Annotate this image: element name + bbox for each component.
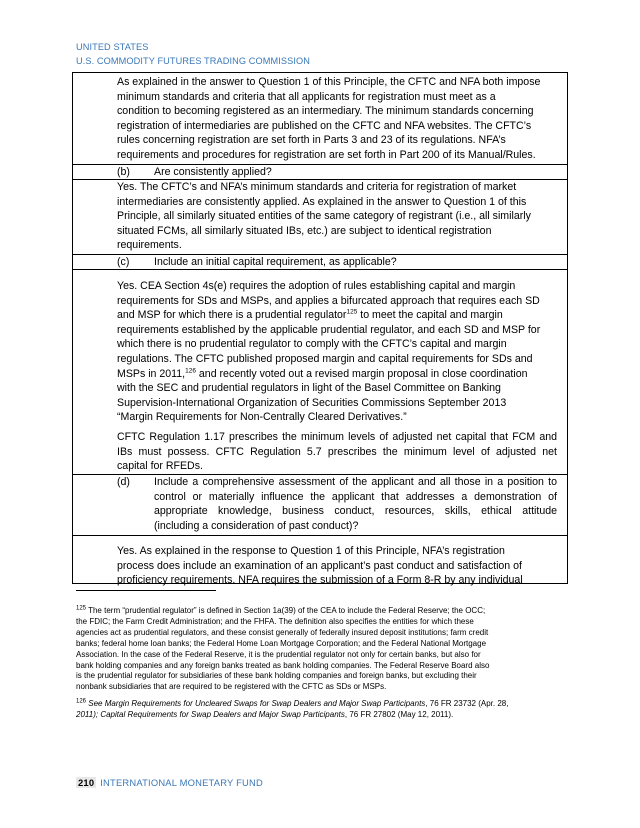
text-line: (including a consideration of past conduct)?: [154, 519, 359, 532]
text-line: [117, 367, 557, 382]
text-line: minimum standards and criteria that all applicants for registration must meet as a: [117, 90, 496, 103]
table-rule: [73, 583, 567, 584]
text-line: “Margin Requirements for Non-Centrally Cleared Derivatives.”: [117, 411, 407, 424]
text-line: Yes. The CFTC’s and NFA’s minimum standards and criteria for registration of market: [117, 181, 517, 193]
text-line: rules concerning registration are set forth in Parts 3 and 23 of its regulations. NFA’s: [117, 134, 506, 147]
text-line: CFTC Regulation 1.17 prescribes the minimum levels of adjusted net capital that FCM and: [117, 431, 557, 443]
table-rule: [73, 164, 567, 165]
footnote-ref-126[interactable]: 126: [185, 367, 196, 375]
text-line: requirements for SDs and MSPs, and applies a bifurcated approach that requires each SD: [117, 294, 540, 307]
text-line: bank holding companies and any foreign banks treated as bank holding companies. The Federal Reserve Board also: [76, 660, 490, 670]
text-line: Yes. As explained in the response to Question 1 of this Principle, NFA’s registration: [117, 545, 505, 557]
question-d-text: [154, 475, 557, 533]
text-line: agencies act as prudential regulators, and these consist generally of federally insured deposit institutions; farm credit: [76, 627, 489, 637]
text-run: The term “prudential regulator” is defined in Section 1a(39) of the CEA to include the Federal Reserve; the OCC;: [88, 606, 486, 615]
paragraph-net-capital: [117, 430, 557, 474]
text-line: registration of intermediaries are published on the CFTC and NFA websites. The CFTC’s: [117, 119, 532, 132]
text-line: requirements.: [117, 239, 182, 252]
text-run: , 76 FR 27802 (May 12, 2011).: [344, 709, 454, 719]
footnote-126: [76, 699, 564, 721]
text-line: Principle, all similarly situated entities of the same category of registrant (i.e., all similarly: [117, 210, 531, 223]
question-d-letter: (d): [117, 476, 130, 488]
footnote-ref-125[interactable]: 125: [346, 308, 358, 316]
footnote-number: 126: [76, 698, 87, 705]
text-line: [76, 699, 564, 710]
text-line: Include a comprehensive assessment of the applicant and all those in a position to: [154, 476, 557, 488]
header-country: UNITED STATES: [76, 42, 149, 52]
table-rule: [73, 72, 567, 73]
text-line: condition to becoming registered as an intermediary. The minimum standards concerning: [117, 105, 534, 118]
text-line: is the prudential regulator for subsidiaries of these bank holding companies and foreign banks, but excluding their: [76, 671, 477, 681]
text-line: with the SEC and prudential regulators in light of the Basel Committee on Banking: [117, 382, 501, 395]
text-run: 2011); Capital Requirements for Swap Dealers and Major Swap Participants: [76, 709, 345, 719]
text-line: Supervision-International Organization of Securities Commissions September 2013: [117, 396, 507, 409]
paragraph-minimum-standards: [117, 75, 557, 163]
footnote-125: [76, 606, 564, 693]
page-number: 210: [78, 777, 95, 788]
assessment-table: [72, 72, 568, 587]
text-run: and recently voted out a revised margin proposal in close coordination: [195, 367, 528, 380]
header-agency: U.S. COMMODITY FUTURES TRADING COMMISSION: [76, 56, 310, 66]
question-c-text: Include an initial capital requirement, as applicable?: [154, 256, 397, 268]
text-run: MSPs in 2011,: [117, 367, 186, 380]
question-c-letter: (c): [117, 256, 130, 268]
text-line: nonbank subsidiaries that are required to be registered with the CFTC as SDs or MSPs.: [76, 682, 387, 692]
text-line: [76, 606, 564, 617]
text-line: capital for RFEDs.: [117, 460, 203, 473]
footer-org: INTERNATIONAL MONETARY FUND: [100, 777, 263, 788]
text-line: proficiency requirements. NFA requires the submission of a Form 8-R by any individual: [117, 574, 523, 587]
text-line: Yes. CEA Section 4s(e) requires the adoption of rules establishing capital and margin: [117, 280, 516, 292]
text-run: and MSP for which there is a prudential regulator: [117, 309, 347, 322]
paragraph-consistently-applied: [117, 180, 557, 253]
table-rule: [73, 535, 567, 536]
text-line: banks; federal home loan banks; the Federal Home Loan Mortgage Corporation; and the Federal National Mortgage: [76, 638, 487, 648]
paragraph-capital-margin: [117, 279, 557, 425]
text-line: requirements and procedures for registration are set forth in Part 200 of its Manual/Rules.: [117, 148, 536, 161]
text-line: the FDIC; the Farm Credit Administration; and the FHFA. The definition also specifies the entities for which these: [76, 616, 474, 626]
text-line: appropriate knowledge, business conduct, resources, skills, ethical attitude: [154, 505, 557, 518]
footnote-separator: [76, 590, 216, 591]
text-run: , 76 FR 23732 (Apr. 28,: [425, 699, 509, 708]
text-line: As explained in the answer to Question 1 of this Principle, the CFTC and NFA both impose: [117, 76, 541, 88]
text-line: situated FCMs, all similarly situated IBs, etc.) are subject to identical registration: [117, 224, 492, 237]
table-rule: [73, 269, 567, 270]
paragraph-registration-process: [117, 544, 557, 588]
text-line: which there is no prudential regulator to comply with the CFTC’s capital and margin: [117, 338, 507, 351]
text-run: See Margin Requirements for Uncleared Swaps for Swap Dealers and Major Swap Participants: [88, 699, 426, 708]
text-line: intermediaries are consistently applied. As explained in the answer to Question 1 of this: [117, 195, 527, 208]
text-line: Association. In the case of the Federal Reserve, it is the prudential regulator not only for certain banks, but also for: [76, 649, 481, 659]
text-line: [76, 710, 564, 721]
text-line: control or materially influence the applicant that addresses a demonstration of: [154, 490, 557, 503]
page-footer: [76, 777, 263, 788]
footnote-number: 125: [76, 605, 87, 612]
question-b-letter: (b): [117, 166, 130, 178]
question-b-text: Are consistently applied?: [154, 166, 272, 178]
text-line: requirements established by the applicable prudential regulator, and each SD and MSP for: [117, 323, 541, 336]
text-run: to meet the capital and margin: [357, 309, 503, 322]
text-line: [117, 308, 557, 323]
text-line: regulations. The CFTC published proposed margin and capital requirements for SDs and: [117, 352, 533, 365]
text-line: IBs must possess. CFTC Regulation 5.7 prescribes the minimum level of adjusted net: [117, 445, 557, 458]
text-line: process does include an examination of an applicant’s past conduct and satisfaction of: [117, 559, 522, 572]
